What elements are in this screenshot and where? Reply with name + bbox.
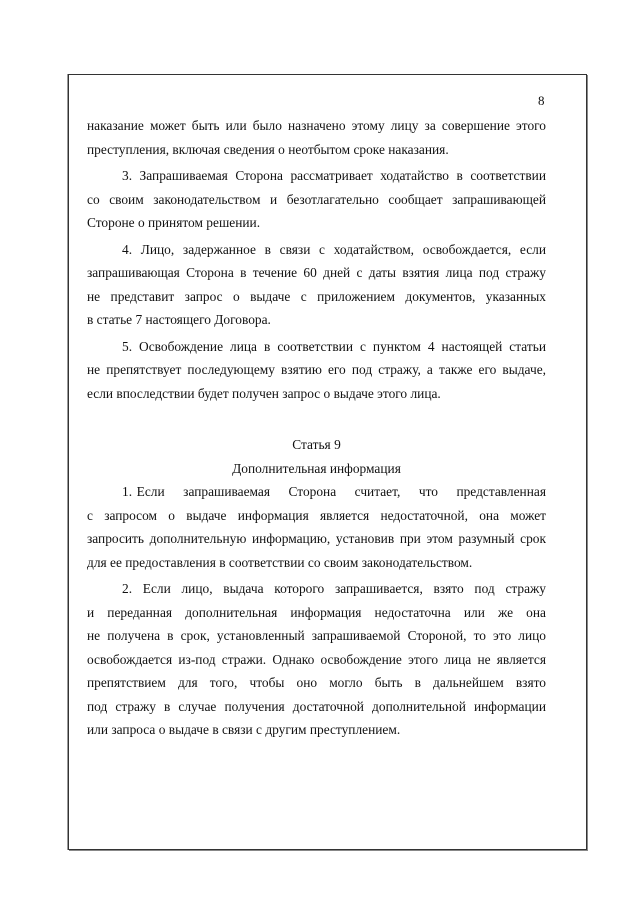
text-line: запросить дополнительную информацию, установив при этом разумный срок	[87, 531, 546, 546]
paragraph-item-5	[87, 335, 546, 406]
text-line: не получена в срок, установленный запрашиваемой Стороной, то это лицо	[87, 628, 546, 643]
text-line: 4. Лицо, задержанное в связи с ходатайством, освобождается, если	[122, 241, 546, 257]
text-line: наказание может быть или было назначено этому лицу за совершение этого	[87, 118, 546, 133]
article-title: Статья 9	[292, 437, 341, 452]
text-line: с запросом о выдаче информация является недостаточной, она может	[87, 507, 546, 523]
text-line: Стороне о принятом решении.	[87, 215, 261, 230]
paragraph-continuation	[87, 114, 546, 161]
text-line: и переданная дополнительная информация недостаточна или же она	[87, 604, 546, 620]
document-body	[87, 114, 546, 742]
page-number: 8	[538, 93, 545, 108]
paragraph-item-3	[87, 164, 546, 235]
paragraph-item-4	[87, 238, 546, 332]
text-line: или запроса о выдаче в связи с другим преступлением.	[87, 722, 401, 737]
text-line: под стражу в случае получения достаточной дополнительной информации	[87, 698, 546, 714]
text-line: не препятствует последующему взятию его под стражу, а также его выдаче,	[87, 362, 546, 377]
text-line: со своим законодательством и безотлагательно сообщает запрашивающей	[87, 191, 546, 207]
text-line: препятствием для того, чтобы оно могло быть в дальнейшем взято	[87, 675, 546, 690]
text-line: запрашивающая Сторона в течение 60 дней с даты взятия лица под стражу	[87, 265, 546, 280]
article-paragraph-1	[87, 480, 546, 574]
text-line: освобождается из-под стражи. Однако освобождение этого лица не является	[87, 651, 546, 667]
text-line: для ее предоставления в соответствии со своим законодательством.	[87, 554, 473, 570]
text-line: 5. Освобождение лица в соответствии с пунктом 4 настоящей статьи	[122, 338, 546, 354]
text-line: 3. Запрашиваемая Сторона рассматривает ходатайство в соответствии	[122, 168, 546, 183]
text-line: в статье 7 настоящего Договора.	[87, 312, 271, 327]
text-line: не представит запрос о выдаче с приложением документов, указанных	[87, 288, 546, 304]
text-line: если впоследствии будет получен запрос о выдаче этого лица.	[87, 385, 441, 401]
article-paragraph-2	[87, 577, 546, 742]
article-subtitle: Дополнительная информация	[232, 460, 401, 476]
text-line: 2. Если лицо, выдача которого запрашивается, взято под стражу	[122, 581, 546, 596]
text-line: 1. Если запрашиваемая Сторона считает, что представленная	[122, 484, 546, 499]
text-line: преступления, включая сведения о неотбытом сроке наказания.	[87, 141, 449, 157]
